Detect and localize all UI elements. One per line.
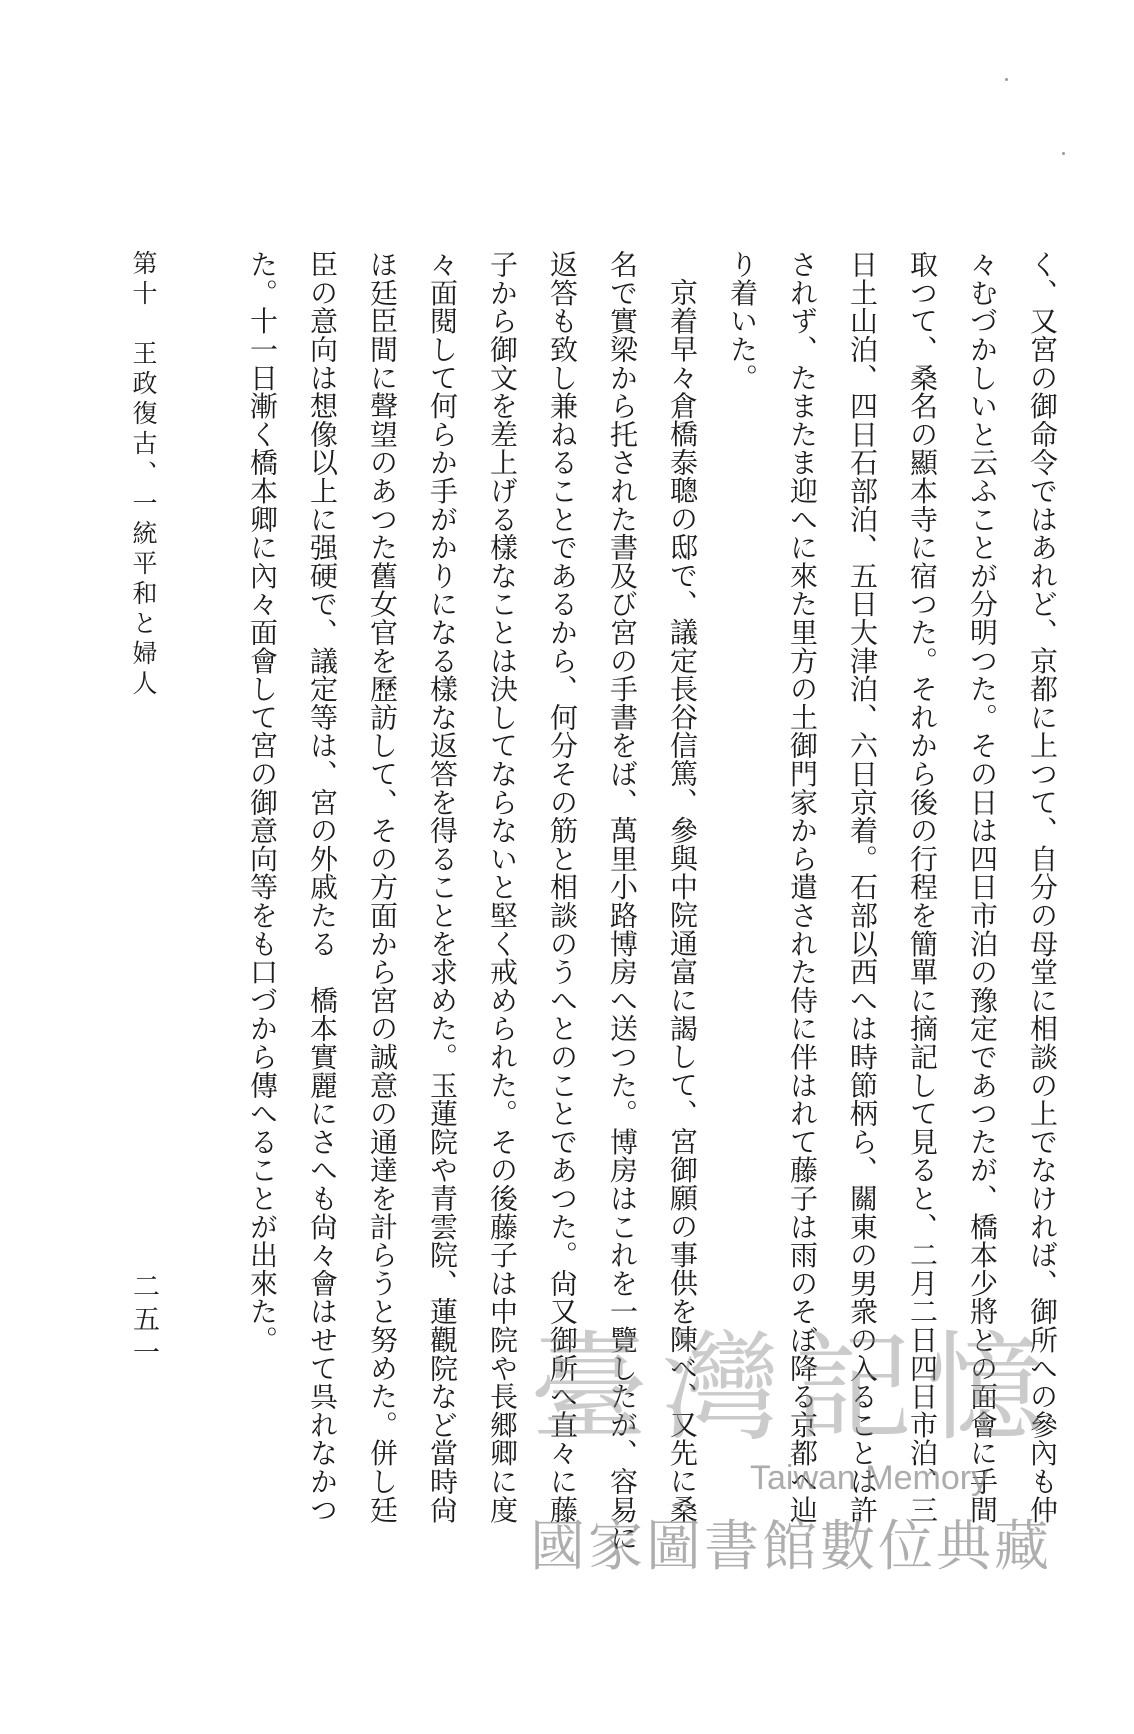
text-column: 々面閱して何らか手がかりになる樣な返答を得ることを求めた。玉蓮院や青雲院、蓮觀院など當時尙 [426,250,459,1524]
text-column: 子から御文を差上げる樣なことは決してならないと堅く戒められた。その後藤子は中院や長郷卿に度 [486,250,519,1524]
watermark-institution: 國家圖書館數位典藏 [530,1514,1053,1578]
text-column: 々むづかしいと云ふことが分明つた。その日は四日市泊の豫定であつたが、橋本少將との面會に手間 [966,250,999,1524]
text-column: 日土山泊、四日石部泊、五日大津泊、六日京着。石部以西へは時節柄ら、關東の男衆の入ることは許 [846,250,879,1524]
text-column: り着いた。 [726,250,759,392]
scan-speck [1062,152,1065,155]
body-text-block [232,250,1072,1560]
text-column: されず、たまたま迎へに來た里方の土御門家から遣された侍に伴はれて藤子は雨のそぼ降る京都へ辿 [786,250,819,1524]
text-column: く、又宮の御命令ではあれど、京都に上つて、自分の母堂に相談の上でなければ、御所への參內も仲 [1026,250,1059,1524]
page-number: 二五一 [128,1272,159,1371]
scan-speck [1005,78,1008,81]
watermark-logo: 臺灣記憶 [530,1319,1059,1457]
paragraph-start-column: 京着早々倉橋泰聰の邸で、議定長谷信篤、參與中院通富に謁して、宮御願の事供を陳べ、又先に桑 [666,278,699,1524]
running-head: 第十 王政復古、一統平和と婦人 [129,250,158,700]
text-column: 臣の意向は想像以上に强硬で、議定等は、宮の外戚たる 橋本實麗にさへも尙々會はせて呉れなかつ [306,250,339,1524]
watermark-logo-english: Taiwan Memory [750,1459,989,1497]
text-column: 返答も致し兼ねることであるから、何分その筋と相談のうへとのことであつた。尙又御所へ直々に藤 [546,250,579,1524]
text-column: た。十一日漸く橋本卿に內々面會して宮の御意向等をも口づから傳へることが出來た。 [246,250,279,1354]
text-column: 名で實梁から托された書及び宮の手書をば、萬里小路博房へ送つた。博房はこれを一覽したが、容易に [606,250,639,1552]
text-column: ほ廷臣間に聲望のあつた舊女官を歷訪して、その方面から宮の誠意の通達を計らうと努めた。併し廷 [366,250,399,1524]
text-column: 取つて、桑名の顯本寺に宿つた。それから後の行程を簡單に摘記して見ると、二月二日四日市泊、三 [906,250,939,1524]
